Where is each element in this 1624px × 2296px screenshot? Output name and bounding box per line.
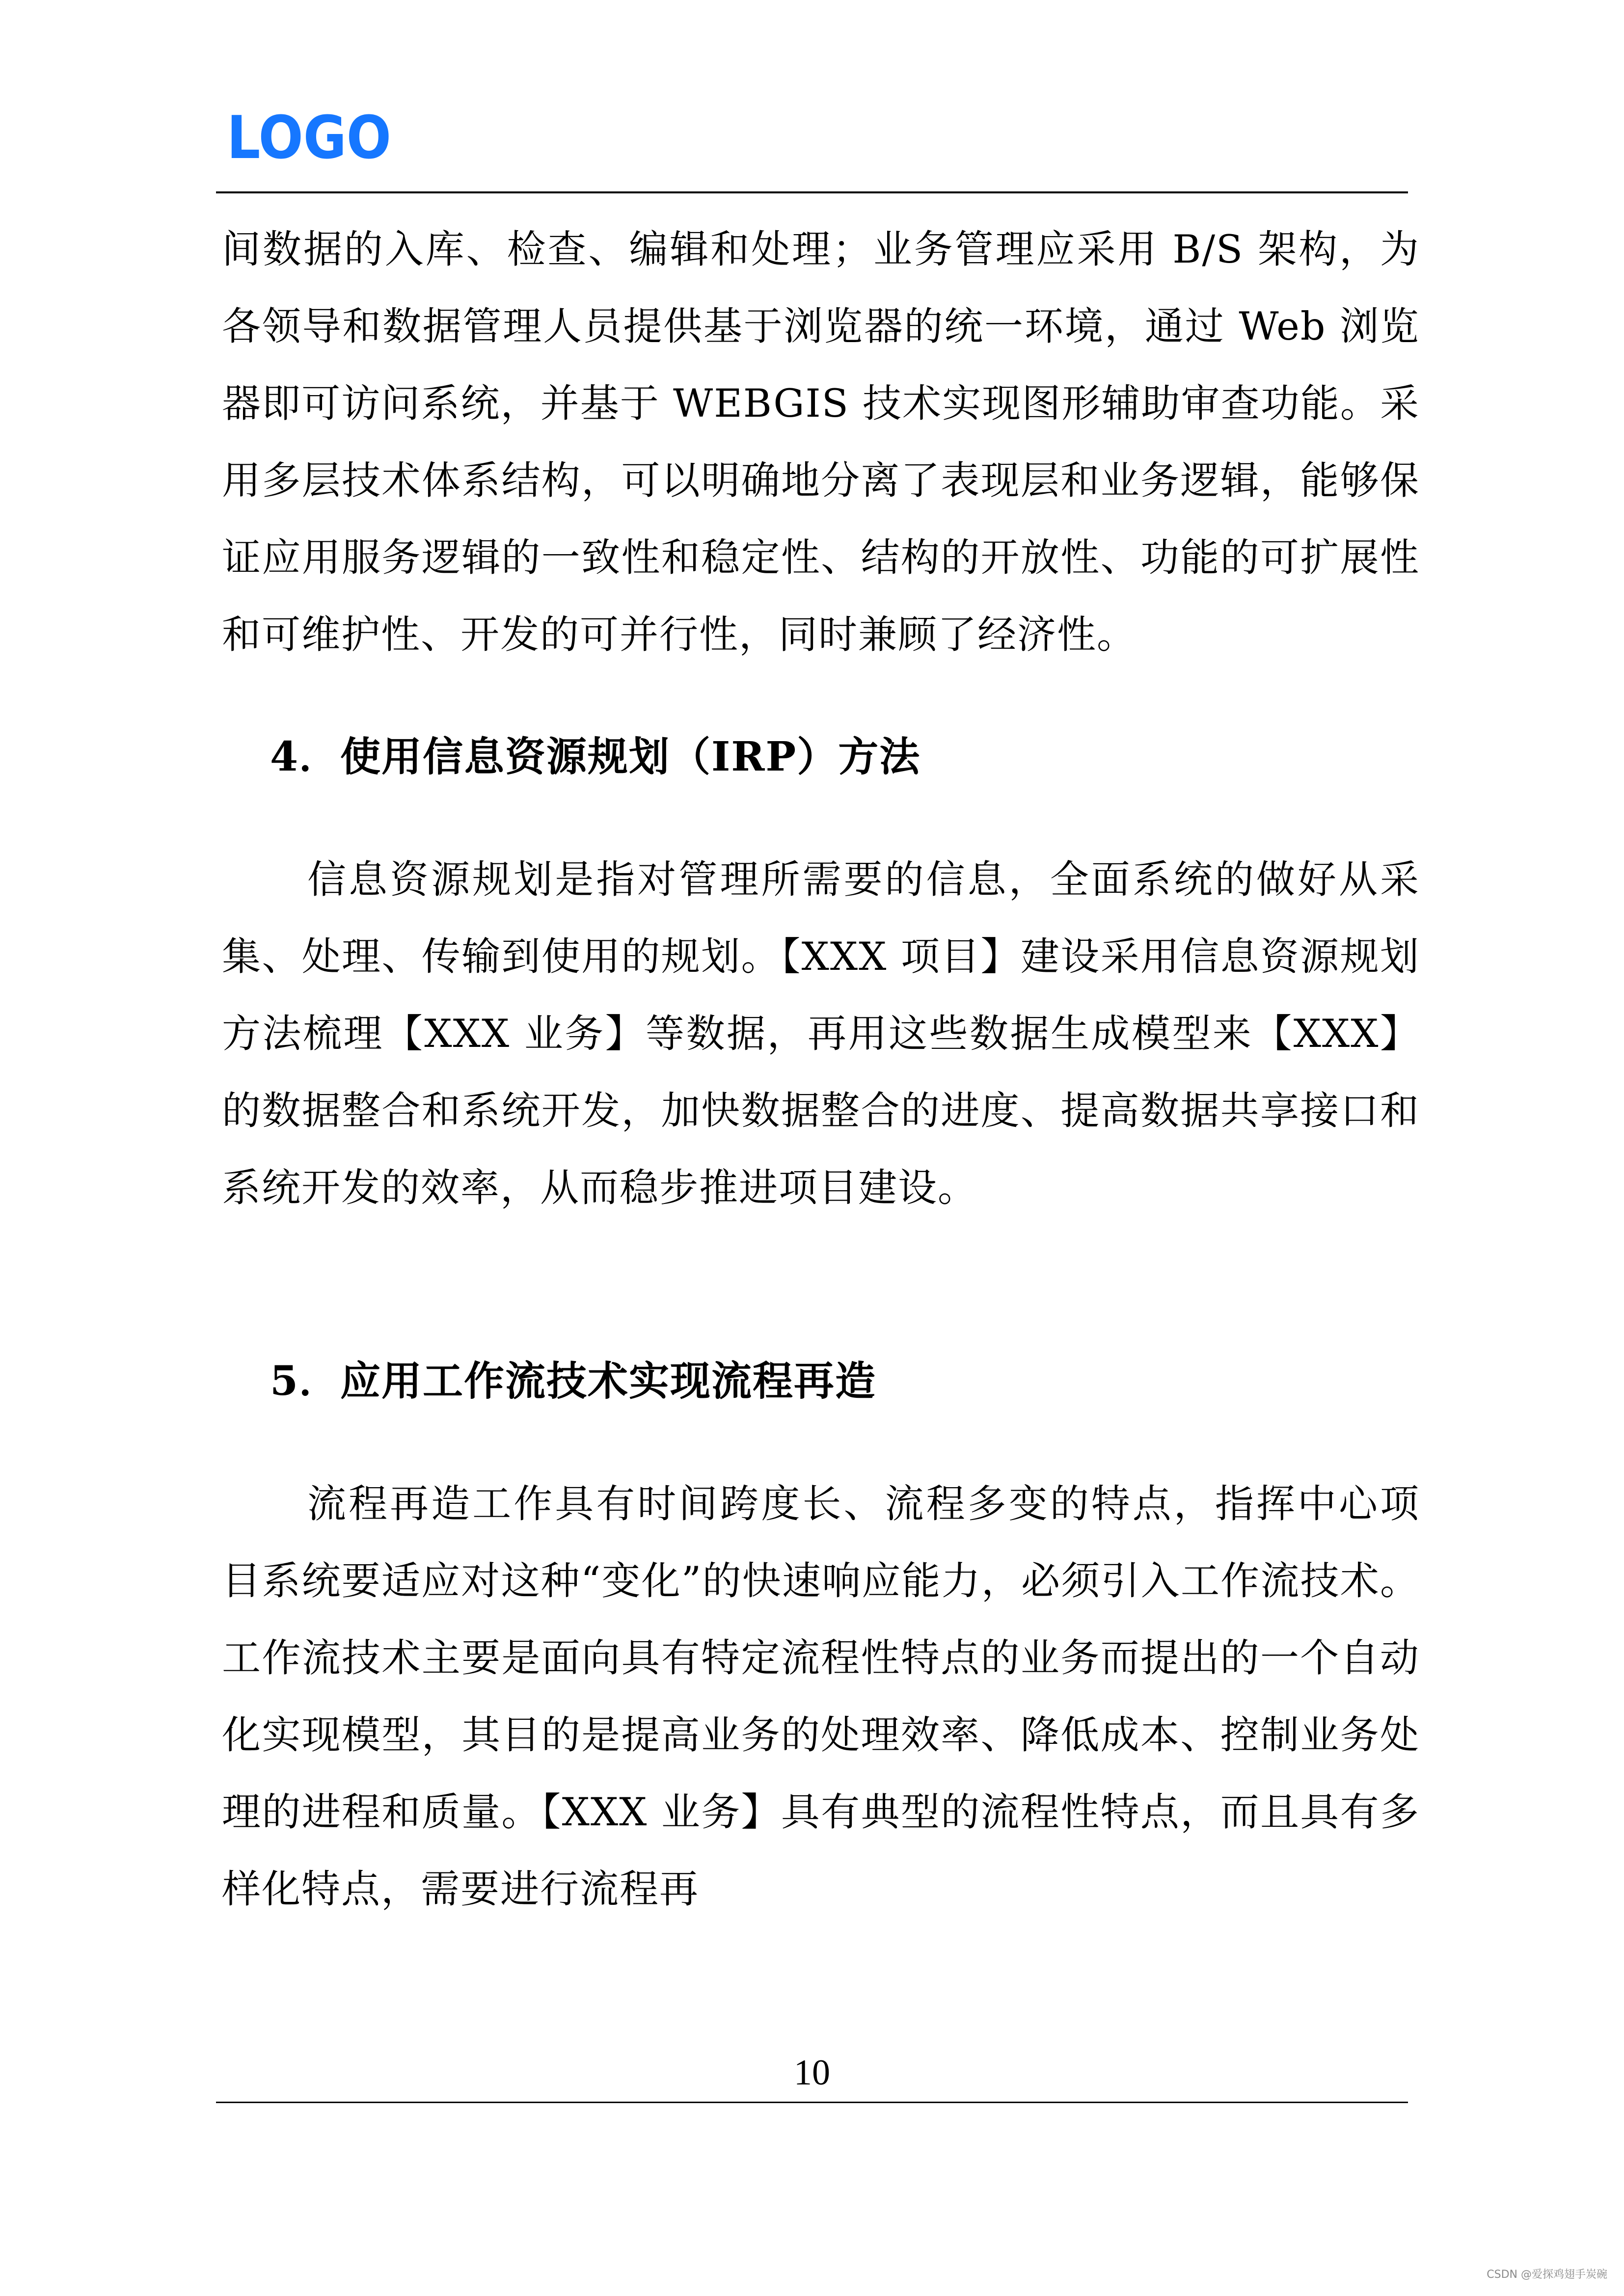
footer-divider [216,2102,1408,2103]
watermark: CSDN @爱探鸡翅手炭碗 [1487,2269,1607,2281]
section-heading-workflow: 5．应用工作流技术实现流程再造 [270,1358,877,1405]
page-number: 10 [794,2053,830,2093]
header-divider [216,191,1408,193]
logo-icon [227,109,394,163]
paragraph-workflow: 流程再造工作具有时间跨度长、流程多变的特点，指挥中心项目系统要适应对这种“变化”的快速响应能力，必须引入工作流技术。工作流技术主要是面向具有特定流程性特点的业务而提出的一个自动化实现模型，其目的是提高业务的处理效率、降低成本、控制业务处理的进程和质量。【XXX 业务】具有典型的流程性特点，而且具有多样化特点，需要进行流程再 [222,1481,1420,1912]
paragraph-irp: 信息资源规划是指对管理所需要的信息，全面系统的做好从采集、处理、传输到使用的规划。【XXX 项目】建设采用信息资源规划方法梳理【XXX 业务】等数据，再用这些数据生成模型来【XXX】的数据整合和系统开发，加快数据整合的进度、提高数据共享接口和系统开发的效率，从而稳步推进项目建设。 [222,857,1420,1210]
section-heading-irp: 4．使用信息资源规划（IRP）方法 [270,733,921,780]
logo-text: LOGO [227,109,391,163]
document-body [222,211,1420,1928]
paragraph-architecture: 间数据的入库、检查、编辑和处理；业务管理应采用 B/S 架构，为各领导和数据管理人员提供基于浏览器的统一环境，通过 Web 浏览器即可访问系统，并基于 WEBGIS 技术实现图形辅助审查功能。采用多层技术体系结构，可以明确地分离了表现层和业务逻辑，能够保证应用服务逻辑的一致性和稳定性、结构的开放性、功能的可扩展性和可维护性、开发的可并行性，同时兼顾了经济性。 [222,227,1420,657]
